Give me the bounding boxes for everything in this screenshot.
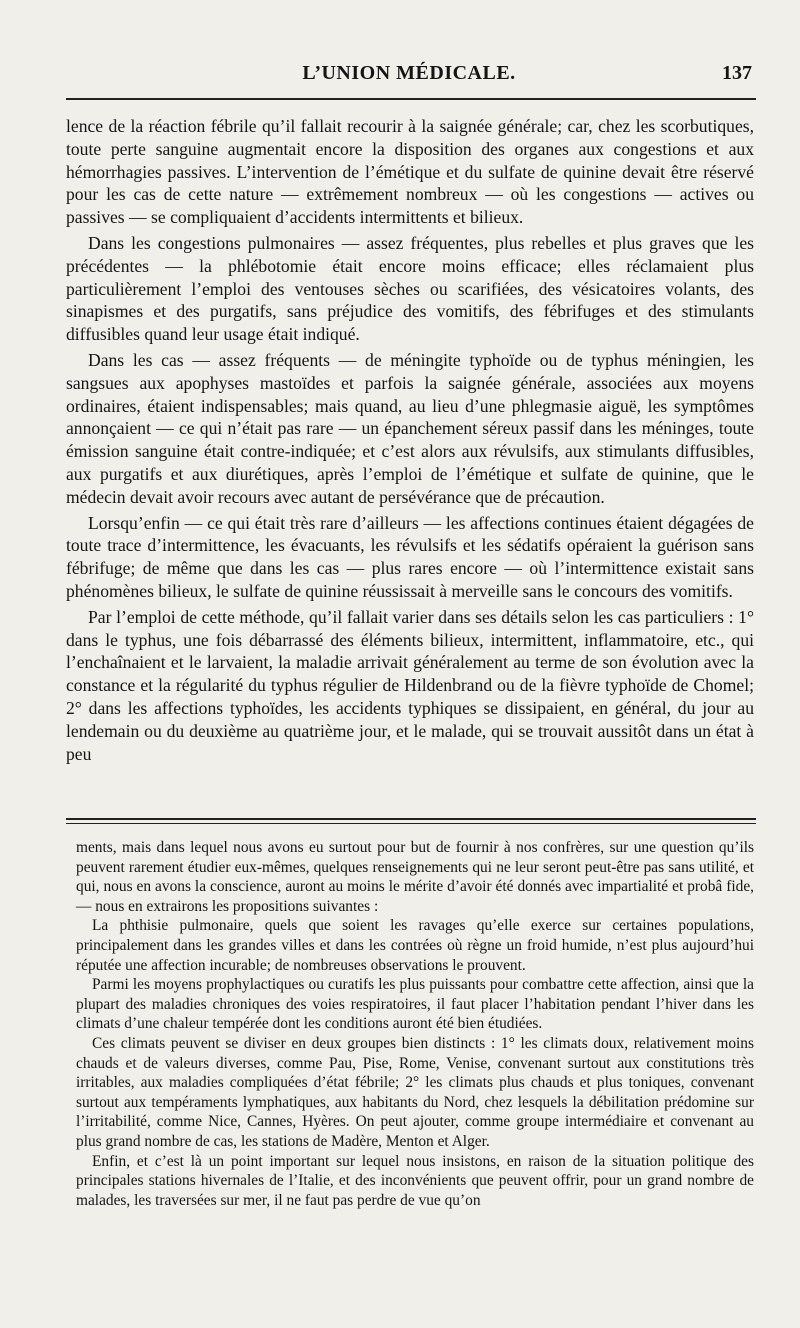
page-header (66, 62, 752, 92)
feuilleton-text (76, 838, 754, 1210)
header-rule (66, 98, 756, 100)
main-paragraph: Par l’emploi de cette méthode, qu’il fallait varier dans ses détails selon les cas particuliers : 1° dans le typhus, une fois débarrassé des éléments bilieux, intermittent, inflammatoire, etc., qui l’enchaînaient et le larvaient, la maladie arrivait généralement au terme de son évolution avec la constance et la régularité du typhus régulier de Hildenbrand ou de la fièvre typhoïde de Chomel; 2° dans les affections typhoïdes, les accidents typhiques se dissipaient, en général, du jour au lendemain ou du deuxième au quatrième jour, et le malade, qui se trouvait aussitôt dans un état à peu (66, 606, 754, 764)
main-text (66, 115, 754, 768)
section-divider (66, 818, 756, 824)
main-paragraph: Dans les congestions pulmonaires — assez fréquentes, plus rebelles et plus graves que les précédentes — la phlébotomie était encore moins efficace; elles réclamaient plus particulièrement l’emploi des ventouses sèches ou scarifiées, des vésicatoires volants, des sinapismes et des purgatifs, sans préjudice des vomitifs, des fébrifuges et des stimulants diffusibles quand leur usage était indiqué. (66, 232, 754, 345)
main-paragraph: lence de la réaction fébrile qu’il fallait recourir à la saignée générale; car, chez les scorbutiques, toute perte sanguine augmentait encore la disposition des organes aux congestions et aux hémorrhagies passives. L’intervention de l’émétique et du sulfate de quinine devait être réservé pour les cas de cette nature — extrêmement nombreux — où les congestions — actives ou passives — se compliquaient d’accidents intermittents et bilieux. (66, 116, 754, 228)
notes-paragraph: La phthisie pulmonaire, quels que soient les ravages qu’elle exerce sur certaines populations, principalement dans les grandes villes et dans les contrées où règne un froid humide, n’est plus aujourd’hui réputée une affection incurable; de nombreuses observations le prouvent. (76, 917, 754, 974)
notes-paragraph: Enfin, et c’est là un point important sur lequel nous insistons, en raison de la situation politique des principales stations hivernales de l’Italie, et des inconvénients que peuvent offrir, pour un grand nombre de malades, les traversées sur mer, il ne faut pas perdre de vue qu’on (76, 1152, 754, 1209)
page-number: 137 (722, 62, 752, 84)
notes-paragraph: Ces climats peuvent se diviser en deux groupes bien distincts : 1° les climats doux, relativement moins chauds et de valeurs diverses, comme Pau, Pise, Rome, Venise, convenant surtout aux constitutions très irritables, aux maladies compliquées d’état fébrile; 2° les climats plus chauds et plus toniques, convenant surtout aux tempéraments lymphatiques, aux habitants du Nord, chez lesquels la débilitation prédomine sur l’irritabilité, comme Nice, Cannes, Hyères. On peut ajouter, comme groupe intermédiaire et convenant au plus grand nombre de cas, les stations de Madère, Menton et Alger. (76, 1034, 754, 1150)
running-title: L’UNION MÉDICALE. (302, 62, 516, 84)
main-paragraph: Dans les cas — assez fréquents — de méningite typhoïde ou de typhus méningien, les sangsues aux apophyses mastoïdes et parfois la saignée générale, associées aux moyens ordinaires, étaient indispensables; mais quand, au lieu d’une phlegmasie aiguë, les symptômes annonçaient — ce qui n’était pas rare — un épanchement séreux passif dans les méninges, toute émission sanguine était contre-indiquée; et c’est alors aux révulsifs, aux stimulants diffusibles, aux purgatifs et aux diurétiques, après l’emploi de l’émétique et sulfate de quinine, que le médecin devait avoir recours avec autant de persévérance que de précaution. (66, 349, 754, 507)
notes-paragraph: ments, mais dans lequel nous avons eu surtout pour but de fournir à nos confrères, sur une question qu’ils peuvent rarement étudier eux-mêmes, quelques renseignements qui ne leur seront peut-être pas sans utilité, et qui, nous en avons la conscience, auront au moins le mérite d’avoir été donnés avec impartialité et probâ fide, — nous en extrairons les propositions suivantes : (76, 839, 754, 915)
main-paragraph: Lorsqu’enfin — ce qui était très rare d’ailleurs — les affections continues étaient dégagées de toute trace d’intermittence, les évacuants, les révulsifs et les sédatifs opéraient la guérison sans fébrifuge; de même que dans les cas — plus rares encore — où l’intermittence existait sans phénomènes bilieux, le sulfate de quinine réussissait à merveille sans le concours des vomitifs. (66, 512, 754, 601)
notes-paragraph: Parmi les moyens prophylactiques ou curatifs les plus puissants pour combattre cette affection, ainsi que la plupart des maladies chroniques des voies respiratoires, il faut placer l’habitation pendant l’hiver dans les climats d’une chaleur tempérée dont les conditions auront été bien étudiées. (76, 976, 754, 1033)
